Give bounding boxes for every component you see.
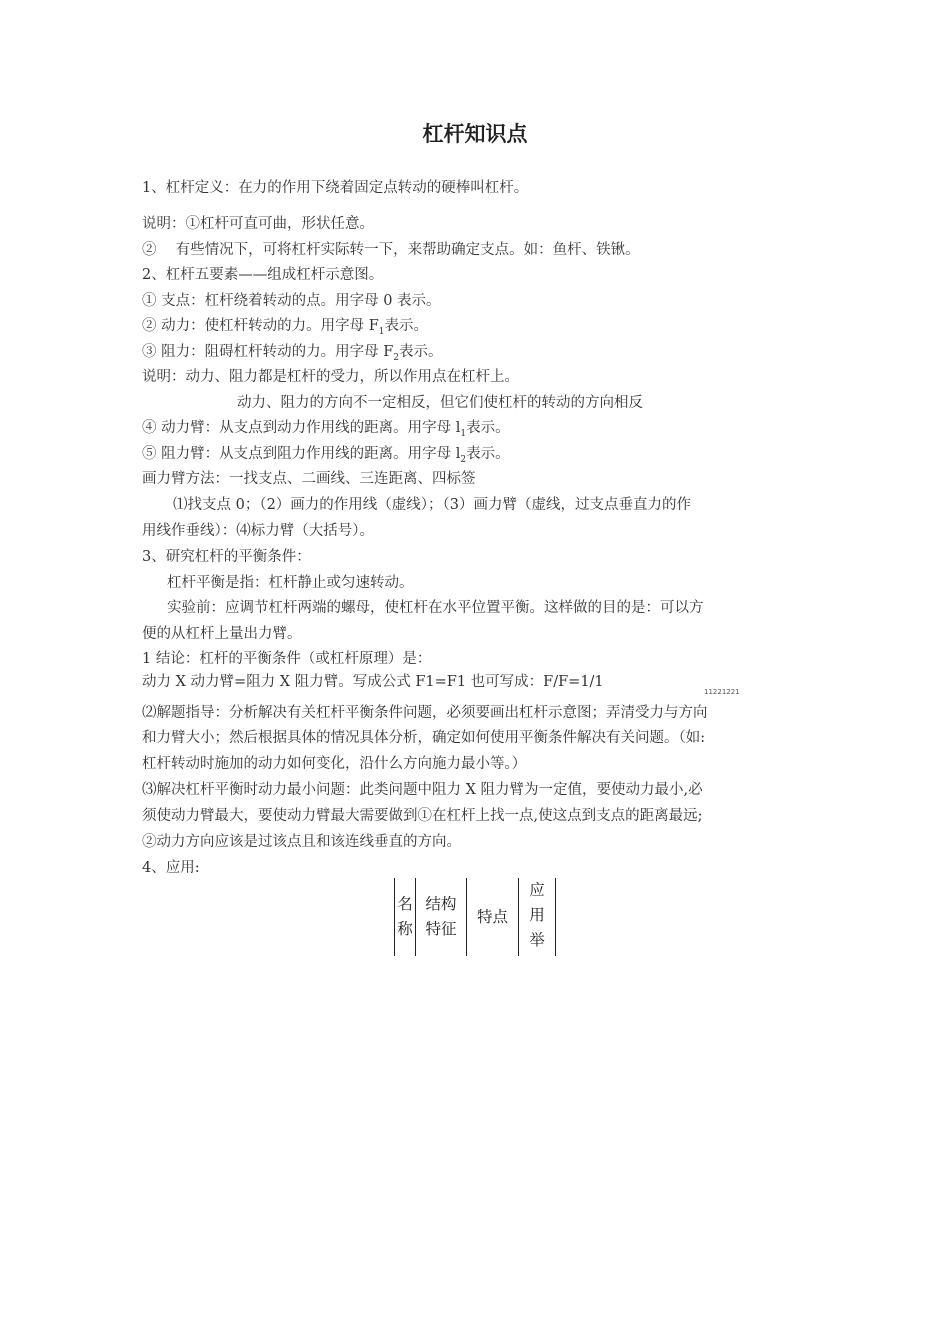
header-structure-line: 结构	[425, 895, 457, 913]
arm-method-steps-1: ⑴找支点 0；（2）画力的作用线（虚线）；（3）画力臂（虚线，过支点垂直力的作	[173, 497, 692, 513]
element-resistance	[142, 342, 443, 368]
element-fulcrum: ① 支点：杠杆绕着转动的点。用字母 0 表示。	[142, 293, 441, 309]
header-example	[519, 878, 556, 956]
subscript: 1	[460, 428, 467, 439]
note-forces: 说明：动力、阻力都是杠杆的受力，所以作用点在杠杆上。	[142, 369, 519, 385]
header-name	[395, 878, 416, 956]
element-resistance-arm-text: ⑤ 阻力臂：从支点到阻力作用线的距离。用字母 l	[142, 446, 461, 462]
conclusion-formula: 动力 X 动力臂=阻力 X 阻力臂。写成公式 F1=F1 也可写成：F/F=1/1	[142, 674, 604, 690]
subscript: 2	[393, 352, 400, 363]
section-2-heading: 2、杠杆五要素——组成杠杆示意图。	[142, 267, 384, 283]
header-example-char: 应	[529, 881, 545, 899]
header-example-char: 用	[529, 906, 545, 924]
conclusion-heading: 1 结论：杠杆的平衡条件（或杠杆原理）是：	[142, 651, 432, 667]
min-force-line-1: ⑶解决杠杆平衡时动力最小问题：此类问题中阻力 X 阻力臂为一定值，要使动力最小,必	[142, 782, 703, 798]
guide-line-2: 和力臂大小；然后根据具体的情况具体分析，确定如何使用平衡条件解决有关问题。（如:	[142, 730, 706, 746]
header-name-char: 名	[397, 895, 413, 913]
element-effort-arm-text: ④ 动力臂：从支点到动力作用线的距离。用字母 l	[142, 420, 461, 436]
min-force-line-3: ②动力方向应该是过该点且和该连线垂直的方向。	[142, 834, 461, 850]
header-structure-line: 特征	[425, 920, 457, 938]
element-resistance-arm-tail: 表示。	[466, 446, 510, 462]
min-force-line-2: 须使动力臂最大，要使动力臂最大需要做到①在杠杆上找一点,使这点到支点的距离最远;	[142, 808, 703, 824]
header-structure	[416, 878, 467, 956]
arm-method-steps-2: 用线作垂线）：⑷标力臂（大括号）。	[142, 523, 374, 539]
table-row	[395, 878, 556, 956]
element-resistance-tail: 表示。	[399, 344, 443, 360]
arm-method: 画力臂方法：一找支点、二画线、三连距离、四标签	[142, 471, 476, 487]
experiment-note-2: 便的从杠杆上量出力臂。	[142, 626, 302, 642]
formula-subscripts: 11221221	[704, 688, 740, 696]
element-effort	[142, 316, 428, 342]
definition-line: 1、杠杆定义：在力的作用下绕着固定点转动的硬棒叫杠杆。	[142, 180, 529, 196]
element-effort-arm	[142, 418, 510, 444]
element-effort-text: ② 动力：使杠杆转动的力。用字母 F	[142, 318, 379, 334]
balance-definition: 杠杆平衡是指：杠杆静止或匀速转动。	[167, 575, 414, 591]
note-line-1: 说明：①杠杆可直可曲，形状任意。	[142, 216, 374, 232]
section-3-heading: 3、研究杠杆的平衡条件：	[142, 549, 311, 565]
guide-line-1: ⑵解题指导：分析解决有关杠杆平衡条件问题，必须要画出杠杆示意图；弄清受力与方向	[142, 705, 708, 721]
section-4-heading: 4、应用:	[142, 860, 200, 876]
header-example-char: 举	[529, 931, 545, 949]
subscript: 1	[378, 326, 385, 337]
note-forces-direction: 动力、阻力的方向不一定相反，但它们使杠杆的转动的方向相反	[237, 395, 643, 411]
page-title: 杠杆知识点	[422, 122, 528, 146]
note-line-2: ② 有些情况下，可将杠杆实际转一下，来帮助确定支点。如：鱼杆、铁锹。	[142, 242, 640, 258]
element-effort-arm-tail: 表示。	[466, 420, 510, 436]
application-table	[394, 878, 556, 956]
guide-line-3: 杠杆转动时施加的动力如何变化，沿什么方向施力最小等。）	[142, 756, 527, 772]
element-resistance-text: ③ 阻力：阻碍杠杆转动的力。用字母 F	[142, 344, 394, 360]
header-name-char: 称	[397, 920, 413, 938]
header-feature: 特点	[467, 878, 519, 956]
experiment-note-1: 实验前：应调节杠杆两端的螺母，使杠杆在水平位置平衡。这样做的目的是：可以方	[167, 600, 704, 616]
subscript: 2	[460, 454, 467, 465]
element-effort-tail: 表示。	[384, 318, 429, 334]
element-resistance-arm	[142, 444, 510, 470]
